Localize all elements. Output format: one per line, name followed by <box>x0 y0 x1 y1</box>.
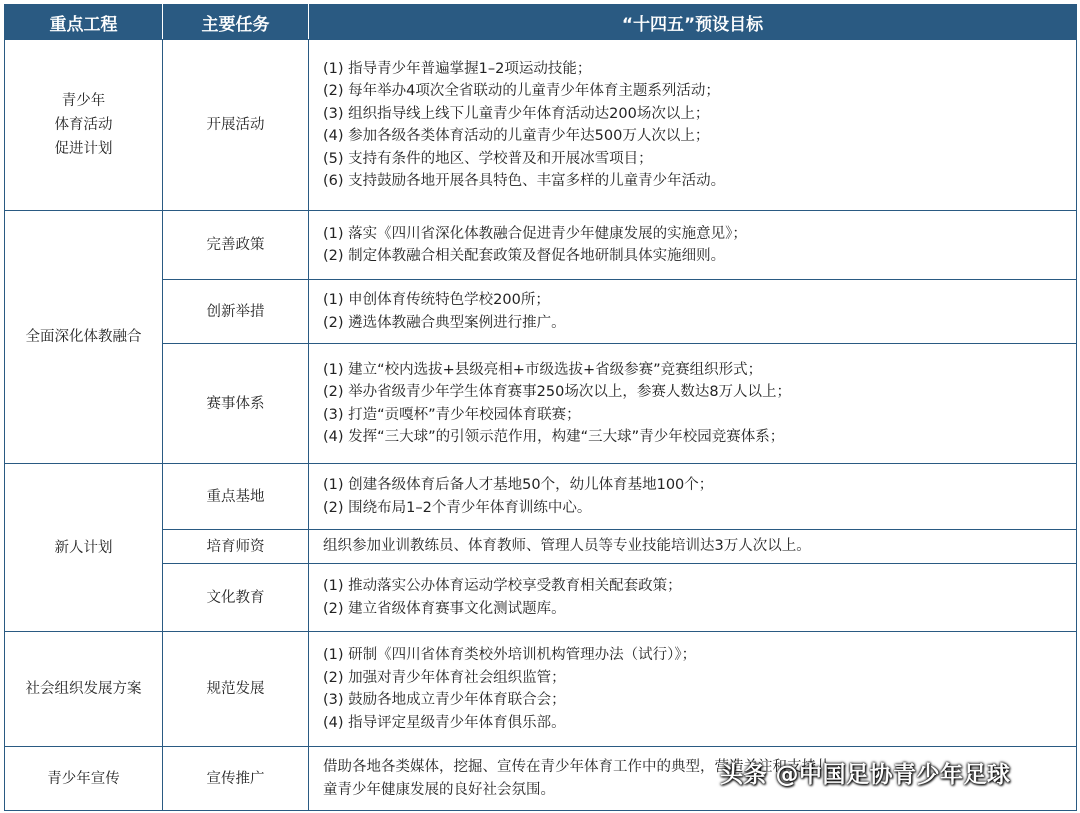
header-row <box>5 5 1077 40</box>
goal-cell <box>309 40 1077 211</box>
goal-line: (4) 参加各级各类体育活动的儿童青少年达500万人次以上； <box>323 128 710 144</box>
goal-cell <box>309 564 1077 632</box>
project-cell: 全面深化体教融合 <box>5 211 163 464</box>
goals-table <box>4 4 1077 811</box>
goal-cell <box>309 632 1077 747</box>
table-row <box>5 632 1077 747</box>
header-goals: “十四五”预设目标 <box>309 5 1077 40</box>
project-cell: 社会组织发展方案 <box>5 632 163 747</box>
goal-cell <box>309 211 1077 280</box>
goal-line: (2) 每年举办4项次全省联动的儿童青少年体育主题系列活动； <box>323 83 720 99</box>
goal-line: (3) 打造“贡嘎杯”青少年校园体育联赛； <box>323 406 581 423</box>
goal-line: 组织参加业训教练员、体育教师、管理人员等专业技能培训达3万人次以上。 <box>323 538 811 555</box>
goal-line: (3) 鼓励各地成立青少年体育联合会； <box>323 692 566 708</box>
goal-cell <box>309 344 1077 464</box>
goal-line: (4) 发挥“三大球”的引领示范作用，构建“三大球”青少年校园竞赛体系； <box>323 429 785 445</box>
project-cell: 青少年 体育活动 促进计划 <box>5 40 163 211</box>
task-cell: 宣传推广 <box>163 747 309 811</box>
goal-line: (1) 落实《四川省深化体教融合促进青少年健康发展的实施意见》； <box>323 225 747 242</box>
project-cell: 青少年宣传 <box>5 747 163 811</box>
goal-line: (2) 建立省级体育赛事文化测试题库。 <box>323 600 566 617</box>
goal-line: (2) 举办省级青少年学生体育赛事250场次以上，参赛人数达8万人以上； <box>323 384 792 400</box>
goal-cell <box>309 464 1077 530</box>
task-cell: 规范发展 <box>163 632 309 747</box>
table-row <box>5 464 1077 530</box>
goal-line: (2) 遴选体教融合典型案例进行推广。 <box>323 314 566 331</box>
task-cell: 完善政策 <box>163 211 309 280</box>
goal-line: (6) 支持鼓励各地开展各具特色、丰富多样的儿童青少年活动。 <box>323 173 726 189</box>
goal-line: (2) 围绕布局1–2个青少年体育训练中心。 <box>323 499 592 516</box>
goal-line: (2) 制定体教融合相关配套政策及督促各地研制具体实施细则。 <box>323 248 726 264</box>
table-row <box>5 40 1077 211</box>
goal-line: (1) 指导青少年普遍掌握1–2项运动技能； <box>323 60 592 77</box>
project-cell: 新人计划 <box>5 464 163 632</box>
task-cell: 赛事体系 <box>163 344 309 464</box>
table-row <box>5 530 1077 564</box>
task-cell: 培育师资 <box>163 530 309 564</box>
header-task: 主要任务 <box>163 5 309 40</box>
goal-line: 童青少年健康发展的良好社会氛围。 <box>323 781 555 798</box>
task-cell: 开展活动 <box>163 40 309 211</box>
task-cell: 创新举措 <box>163 280 309 344</box>
task-cell: 文化教育 <box>163 564 309 632</box>
goal-cell <box>309 530 1077 564</box>
header-project: 重点工程 <box>5 5 163 40</box>
table-row <box>5 564 1077 632</box>
goal-line: (1) 申创体育传统特色学校200所； <box>323 292 550 308</box>
table-row <box>5 211 1077 280</box>
goal-line: (2) 加强对青少年体育社会组织监管； <box>323 669 566 686</box>
goal-cell <box>309 280 1077 344</box>
task-cell: 重点基地 <box>163 464 309 530</box>
goal-line: (1) 建立“校内选拔+县级亮相+市级选拔+省级参赛”竞赛组织形式； <box>323 361 763 378</box>
table-row <box>5 344 1077 464</box>
goal-line: (1) 推动落实公办体育运动学校享受教育相关配套政策； <box>323 578 682 594</box>
goal-line: 借助各地各类媒体，挖掘、宣传在青少年体育工作中的典型，营造关注和支持儿 <box>323 759 831 775</box>
goal-line: (4) 指导评定星级青少年体育俱乐部。 <box>323 714 566 731</box>
table-row <box>5 280 1077 344</box>
goal-line: (1) 创建各级体育后备人才基地50个，幼儿体育基地100个； <box>323 477 714 493</box>
watermark: 头条 @中国足协青少年足球 <box>720 762 1011 788</box>
goal-line: (5) 支持有条件的地区、学校普及和开展冰雪项目； <box>323 150 653 167</box>
goal-line: (1) 研制《四川省体育类校外培训机构管理办法（试行）》； <box>323 647 697 663</box>
goal-line: (3) 组织指导线上线下儿童青少年体育活动达200场次以上； <box>323 105 710 122</box>
